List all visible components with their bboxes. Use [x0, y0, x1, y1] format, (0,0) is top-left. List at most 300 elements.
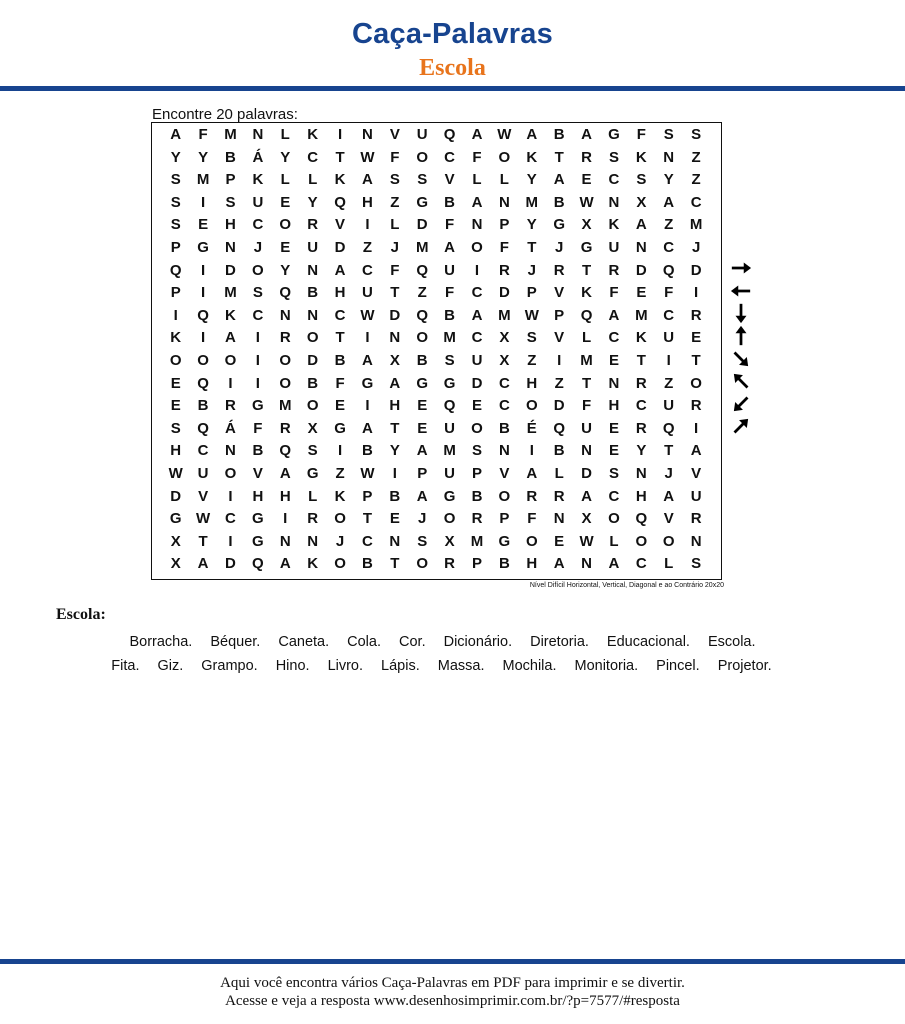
word-list-item: Massa.	[437, 658, 485, 674]
grid-letter: M	[415, 238, 429, 256]
grid-letter: C	[225, 510, 236, 528]
grid-letter: S	[444, 351, 455, 369]
grid-letter: N	[608, 374, 620, 392]
grid-letter: H	[170, 442, 182, 460]
word-list-item: Giz.	[157, 658, 184, 674]
grid-letter: A	[362, 419, 373, 437]
grid-letter: Q	[334, 193, 346, 211]
grid-letter: S	[170, 216, 181, 234]
grid-letter: S	[417, 532, 428, 550]
grid-letter: I	[255, 351, 260, 369]
word-list-line-2	[0, 658, 894, 674]
grid-letter: E	[636, 284, 647, 302]
grid-letter: Q	[553, 419, 565, 437]
grid-letter: Z	[664, 374, 674, 392]
grid-letter: A	[471, 306, 483, 324]
grid-letter: P	[471, 555, 482, 573]
grid-letter: I	[365, 397, 370, 415]
grid-letter: X	[444, 532, 455, 550]
grid-letter: O	[498, 487, 511, 505]
grid-letter: O	[471, 238, 483, 256]
grid-letter: Q	[197, 374, 209, 392]
page-title: Caça-Palavras	[352, 18, 553, 50]
grid-letter: Y	[280, 148, 291, 166]
grid-letter: Q	[443, 126, 456, 143]
grid-letter: A	[362, 351, 373, 369]
grid-letter: I	[228, 487, 233, 505]
grid-letter: X	[389, 351, 400, 369]
grid-letter: W	[524, 306, 539, 324]
grid-letter: P	[170, 238, 181, 256]
grid-letter: H	[526, 555, 538, 573]
grid-letter: H	[362, 193, 373, 211]
grid-letter: V	[335, 216, 346, 234]
grid-letter: Q	[252, 555, 264, 573]
grid-letter: D	[581, 464, 592, 482]
grid-letter: Z	[664, 216, 674, 234]
grid-letter: V	[554, 329, 565, 347]
grid-letter: X	[581, 510, 592, 528]
grid-letter: J	[691, 238, 701, 256]
grid-letter: U	[197, 464, 209, 482]
grid-letter: N	[690, 532, 702, 550]
grid-letter: K	[581, 284, 592, 302]
grid-letter: B	[362, 555, 373, 573]
grid-letter: E	[608, 419, 619, 437]
grid-letter: E	[280, 193, 291, 211]
grid-letter: A	[553, 171, 565, 189]
grid-letter: P	[471, 464, 482, 482]
grid-letter: R	[526, 487, 538, 505]
grid-letter: L	[609, 532, 619, 550]
grid-letter: U	[608, 238, 620, 256]
grid-letter: M	[470, 532, 484, 550]
grid-letter: O	[279, 351, 292, 369]
grid-letter: S	[608, 464, 619, 482]
grid-letter: B	[553, 126, 565, 143]
grid-letter: A	[526, 126, 538, 143]
grid-letter: B	[416, 351, 428, 369]
grid-letter: N	[307, 261, 319, 279]
grid-letter: S	[170, 193, 181, 211]
grid-letter: R	[635, 374, 647, 392]
grid-letter: E	[417, 397, 428, 415]
grid-letter: P	[417, 464, 428, 482]
grid-letter: F	[335, 374, 345, 392]
grid-letter: O	[416, 555, 429, 573]
grid-letter: U	[252, 193, 264, 211]
grid-letter: U	[416, 126, 428, 143]
word-list-item: Grampo.	[201, 658, 258, 674]
grid-letter: A	[663, 193, 675, 211]
grid-letter: O	[525, 397, 538, 415]
grid-letter: S	[389, 171, 400, 189]
grid-letter: T	[335, 329, 345, 347]
grid-letter: X	[307, 419, 318, 437]
grid-letter: Q	[279, 284, 292, 302]
grid-letter: A	[581, 126, 592, 143]
grid-letter: W	[360, 148, 375, 166]
grid-letter: D	[553, 397, 565, 415]
grid-letter: H	[279, 487, 291, 505]
grid-letter: Q	[169, 261, 182, 279]
grid-letter: E	[691, 329, 702, 347]
grid-letter: F	[445, 216, 455, 234]
grid-letter: B	[498, 419, 510, 437]
grid-letter: M	[689, 216, 703, 234]
grid-letter: A	[581, 487, 592, 505]
grid-letter: B	[334, 351, 346, 369]
grid-letter: U	[362, 284, 373, 302]
grid-letter: D	[225, 555, 236, 573]
grid-letter: M	[525, 193, 539, 211]
grid-letter: F	[253, 419, 263, 437]
grid-letter: S	[170, 171, 181, 189]
grid-letter: M	[196, 171, 210, 189]
grid-letter: J	[554, 238, 564, 256]
grid-letter: A	[279, 464, 291, 482]
grid-letter: M	[498, 306, 511, 324]
grid-letter: J	[390, 238, 399, 256]
grid-letter: O	[443, 510, 456, 528]
grid-letter: A	[471, 126, 483, 143]
grid-letter: S	[691, 126, 702, 143]
grid-letter: A	[416, 442, 428, 460]
grid-letter: T	[362, 510, 373, 528]
grid-letter: C	[252, 216, 264, 234]
grid-letter: U	[663, 329, 675, 347]
arrow-left-icon	[728, 280, 754, 303]
grid-letter: O	[690, 374, 702, 392]
grid-letter: T	[581, 261, 592, 279]
grid-letter: R	[553, 261, 565, 279]
grid-letter: C	[362, 261, 373, 279]
grid-letter: N	[279, 532, 291, 550]
grid-letter: E	[170, 397, 181, 415]
grid-letter: Z	[691, 148, 701, 166]
grid-letter: N	[307, 532, 319, 550]
grid-letter: N	[252, 126, 264, 143]
grid-letter: R	[553, 487, 565, 505]
grid-letter: I	[337, 442, 343, 460]
grid-letter: E	[554, 532, 565, 550]
grid-letter: T	[198, 532, 208, 550]
grid-letter: V	[554, 284, 565, 302]
grid-letter: N	[635, 464, 647, 482]
grid-letter: T	[390, 284, 400, 302]
grid-letter: O	[197, 351, 209, 369]
grid-letter: B	[471, 487, 483, 505]
grid-letter: V	[252, 464, 263, 482]
grid-letter: E	[198, 216, 209, 234]
word-list-heading: Escola:	[56, 606, 106, 623]
grid-letter: B	[498, 555, 510, 573]
grid-letter: U	[444, 261, 456, 279]
grid-letter: O	[279, 374, 292, 392]
grid-letter: G	[416, 193, 429, 211]
grid-letter: I	[474, 261, 480, 279]
grid-letter: P	[499, 510, 510, 528]
grid-letter: G	[306, 464, 319, 482]
puzzle-instruction: Encontre 20 palavras:	[152, 106, 298, 123]
grid-letter: R	[471, 510, 483, 528]
grid-letter: R	[279, 419, 291, 437]
grid-letter: M	[635, 306, 648, 324]
grid-letter: N	[279, 306, 291, 324]
grid-letter: A	[389, 374, 401, 392]
word-list-item: Livro.	[327, 658, 364, 674]
grid-letter: I	[337, 126, 343, 143]
grid-letter: M	[224, 284, 237, 302]
grid-letter: R	[690, 397, 702, 415]
grid-letter: E	[608, 442, 619, 460]
grid-letter: D	[498, 284, 510, 302]
grid-letter: B	[444, 306, 456, 324]
grid-letter: C	[444, 148, 456, 166]
grid-letter: I	[201, 329, 206, 347]
grid-letter: D	[389, 306, 401, 324]
arrow-down-left-icon	[728, 393, 754, 416]
grid-letter: L	[280, 126, 290, 143]
grid-letter: A	[362, 171, 373, 189]
grid-letter: E	[471, 397, 482, 415]
grid-letter: A	[170, 126, 182, 143]
grid-letter: G	[608, 126, 620, 143]
grid-letter: C	[663, 238, 675, 256]
grid-letter: L	[554, 464, 564, 482]
grid-letter: P	[362, 487, 373, 505]
grid-letter: I	[255, 329, 260, 347]
grid-letter: N	[225, 238, 236, 256]
grid-letter: D	[635, 261, 647, 279]
grid-letter: B	[553, 442, 565, 460]
grid-letter: U	[307, 238, 319, 256]
grid-letter: Z	[390, 193, 400, 211]
grid-letter: S	[691, 555, 702, 573]
word-list-item: Caneta.	[278, 634, 330, 650]
grid-letter: K	[334, 171, 346, 189]
grid-letter: Q	[416, 261, 429, 279]
grid-letter: I	[255, 374, 260, 392]
grid-letter: K	[526, 148, 538, 166]
grid-letter: N	[389, 532, 401, 550]
grid-letter: Y	[663, 171, 674, 189]
grid-letter: O	[608, 510, 620, 528]
grid-letter: T	[581, 374, 592, 392]
grid-letter: O	[662, 532, 675, 550]
grid-letter: A	[608, 555, 620, 573]
grid-letter: N	[307, 306, 319, 324]
grid-letter: L	[581, 329, 592, 347]
grid-letter: G	[334, 419, 346, 437]
grid-letter: A	[334, 261, 346, 279]
grid-letter: P	[526, 284, 537, 302]
grid-letter: L	[280, 171, 290, 189]
grid-letter: I	[666, 351, 671, 369]
grid-letter: F	[472, 148, 482, 166]
grid-letter: Q	[662, 261, 675, 279]
grid-letter: H	[334, 284, 346, 302]
grid-letter: E	[170, 374, 181, 392]
grid-letter: U	[444, 419, 456, 437]
grid-letter: Á	[252, 148, 264, 166]
page-subtitle: Escola	[419, 55, 486, 81]
grid-letter: U	[690, 487, 702, 505]
grid-letter: S	[636, 171, 647, 189]
grid-letter: T	[664, 442, 674, 460]
grid-letter: I	[392, 464, 397, 482]
grid-letter: B	[225, 148, 236, 166]
arrow-up-left-icon	[728, 370, 754, 393]
grid-letter: I	[201, 284, 206, 302]
grid-letter: C	[608, 487, 620, 505]
top-divider	[0, 86, 905, 91]
grid-letter: U	[663, 397, 675, 415]
grid-letter: H	[252, 487, 264, 505]
grid-letter: E	[389, 510, 400, 528]
grid-letter: A	[635, 216, 647, 234]
grid-letter: D	[307, 351, 319, 369]
grid-letter: S	[252, 284, 263, 302]
footer-link-text: Acesse e veja a resposta www.desenhosimprimir.com.br/?p=7577/#resposta	[225, 993, 680, 1009]
grid-letter: T	[390, 555, 400, 573]
grid-letter: F	[527, 510, 537, 528]
grid-letter: N	[608, 193, 620, 211]
grid-letter: I	[228, 532, 233, 550]
grid-letter: Y	[170, 148, 181, 166]
grid-letter: K	[608, 216, 620, 234]
grid-letter: F	[664, 284, 674, 302]
grid-letter: F	[609, 284, 619, 302]
grid-letter: P	[499, 216, 510, 234]
grid-letter: D	[690, 261, 702, 279]
grid-letter: X	[170, 532, 181, 550]
grid-letter: G	[553, 216, 565, 234]
grid-letter: O	[498, 148, 511, 166]
word-list-item: Escola.	[707, 634, 756, 650]
grid-letter: R	[608, 261, 620, 279]
grid-letter: H	[608, 397, 620, 415]
grid-letter: S	[307, 442, 318, 460]
grid-letter: N	[471, 216, 483, 234]
grid-letter: N	[498, 442, 510, 460]
difficulty-note: Nível Difícil Horizontal, Vertical, Diagonal e ao Contrário 20x20	[529, 582, 724, 589]
grid-letter: E	[581, 171, 592, 189]
grid-letter: S	[663, 126, 674, 143]
grid-letter: R	[498, 261, 510, 279]
grid-letter: C	[690, 193, 702, 211]
grid-letter: Z	[554, 374, 564, 392]
grid-letter: K	[334, 487, 346, 505]
grid-letter: X	[499, 329, 510, 347]
grid-letter: K	[225, 306, 236, 324]
word-list-item: Monitoria.	[574, 658, 639, 674]
grid-letter: O	[279, 216, 292, 234]
bottom-divider	[0, 959, 905, 964]
grid-letter: M	[580, 351, 593, 369]
grid-letter: C	[635, 555, 647, 573]
grid-letter: B	[307, 284, 319, 302]
grid-letter: R	[225, 397, 236, 415]
grid-letter: G	[361, 374, 374, 392]
grid-letter: Y	[198, 148, 209, 166]
grid-letter: O	[224, 464, 237, 482]
grid-letter: X	[636, 193, 647, 211]
grid-letter: Q	[197, 419, 209, 437]
letter-grid	[162, 124, 720, 576]
grid-letter: L	[308, 487, 318, 505]
grid-letter: P	[170, 284, 181, 302]
grid-letter: W	[497, 126, 512, 143]
grid-letter: W	[579, 193, 594, 211]
grid-letter: B	[362, 442, 373, 460]
grid-letter: H	[526, 374, 538, 392]
grid-letter: Q	[443, 397, 456, 415]
grid-letter: C	[471, 284, 483, 302]
grid-letter: G	[197, 238, 209, 256]
grid-letter: V	[663, 510, 674, 528]
grid-letter: O	[306, 397, 319, 415]
word-list-item: Borracha.	[129, 634, 193, 650]
grid-letter: X	[170, 555, 181, 573]
grid-letter: G	[169, 510, 182, 528]
grid-letter: Y	[636, 442, 647, 460]
word-list-item: Mochila.	[502, 658, 557, 674]
word-list-item: Projetor.	[717, 658, 772, 674]
grid-letter: G	[252, 397, 264, 415]
grid-letter: F	[499, 238, 509, 256]
grid-letter: V	[198, 487, 209, 505]
grid-letter: Z	[417, 284, 427, 302]
grid-letter: S	[526, 329, 537, 347]
grid-letter: J	[527, 261, 536, 279]
grid-letter: I	[694, 419, 699, 437]
arrow-right-icon	[728, 257, 754, 280]
grid-letter: D	[416, 216, 428, 234]
arrow-down-icon	[728, 302, 754, 325]
grid-letter: A	[225, 329, 236, 347]
grid-letter: K	[635, 329, 647, 347]
grid-letter: S	[417, 171, 428, 189]
grid-letter: G	[252, 510, 264, 528]
grid-letter: C	[608, 171, 620, 189]
grid-letter: C	[498, 374, 510, 392]
grid-letter: Y	[307, 193, 318, 211]
grid-letter: U	[581, 419, 592, 437]
grid-letter: H	[225, 216, 236, 234]
grid-letter: C	[362, 532, 373, 550]
grid-letter: R	[444, 555, 456, 573]
grid-letter: D	[225, 261, 236, 279]
grid-letter: Y	[389, 442, 400, 460]
grid-letter: Z	[362, 238, 373, 256]
grid-letter: F	[390, 261, 400, 279]
grid-letter: A	[444, 238, 456, 256]
grid-letter: M	[279, 397, 292, 415]
grid-letter: K	[252, 171, 264, 189]
grid-letter: Z	[527, 351, 537, 369]
grid-letter: A	[690, 442, 702, 460]
grid-letter: O	[224, 351, 237, 369]
grid-letter: C	[498, 397, 510, 415]
grid-letter: Y	[280, 261, 291, 279]
word-list-item: Lápis.	[381, 658, 420, 674]
direction-legend	[728, 257, 758, 438]
grid-letter: N	[553, 510, 565, 528]
grid-letter: X	[499, 351, 510, 369]
grid-letter: I	[283, 510, 288, 528]
grid-letter: N	[581, 555, 592, 573]
